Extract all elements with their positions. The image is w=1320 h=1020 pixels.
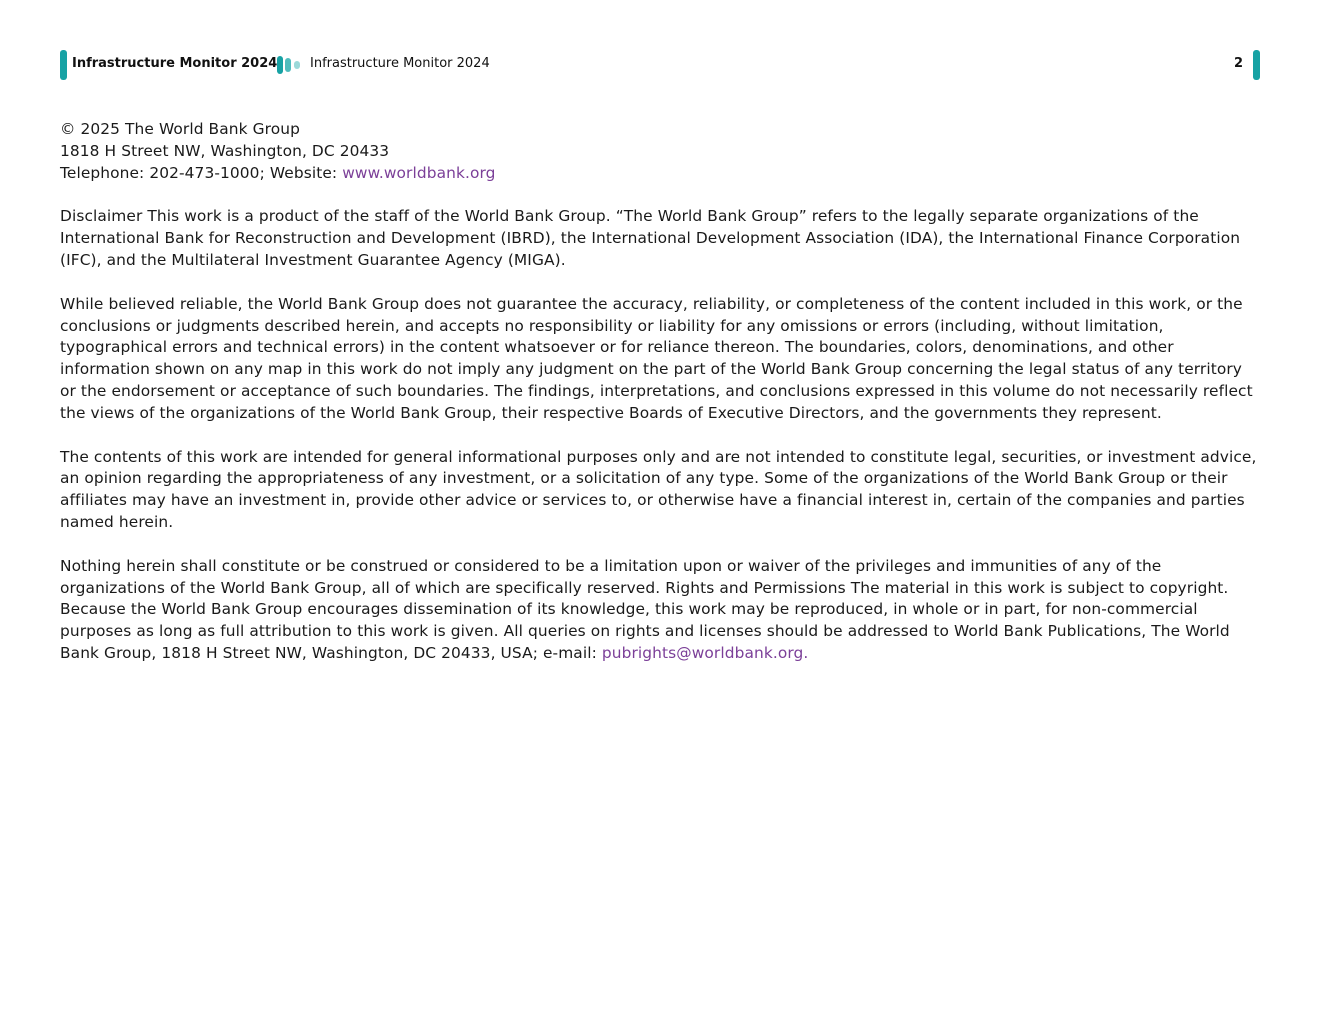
report-title-bold: Infrastructure Monitor 2024 — [72, 56, 278, 71]
rights-paragraph — [60, 556, 1260, 665]
document-body — [60, 119, 1260, 687]
page-header — [60, 50, 1260, 80]
disclaimer-paragraph: Disclaimer This work is a product of the staff of the World Bank Group. “The World Bank Group” refers to the legally separate organizations of the International Bank for Reconstruction and Development (IBRD), the International Development Association (IDA), the International Finance Corporation (IFC), and the Multilateral Investment Guarantee Agency (MIGA). — [60, 207, 1241, 269]
header-accent-bar-left — [60, 50, 67, 80]
rights-text: Nothing herein shall constitute or be construed or considered to be a limitation upon or waiver of the privileges and immunities of any of the organizations of the World Bank Group, all of which are specifically reserved. Rights and Permissions The material in this work is subject to copyright. Because the World Bank Group encourages dissemination of its knowledge, this work may be reproduced, in whole or in part, for non-commercial purposes as long as full attribution to this work is given. All queries on rights and licenses should be addressed to World Bank Publications, The World Bank Group, 1818 H Street NW, Washington, DC 20433, USA; e-mail: — [60, 556, 1230, 662]
contents-paragraph: The contents of this work are intended for general informational purposes only and are not intended to constitute legal, securities, or investment advice, an opinion regarding the appropriateness of any investment, or a solicitation of any type. Some of the organizations of the World Bank Group or their affiliates may have an investment in, provide other advice or services to, or otherwise have a financial interest in, certain of the companies and parties named herein. — [60, 447, 1257, 531]
page-number: 2 — [1233, 56, 1243, 71]
copyright-block — [60, 119, 1260, 184]
contact-line — [60, 163, 1260, 185]
telephone-text: Telephone: 202-473-1000; Website: — [60, 163, 343, 182]
bar-cluster-icon — [277, 56, 303, 74]
reliability-paragraph: While believed reliable, the World Bank Group does not guarantee the accuracy, reliability, or completeness of the content included in this work, or the conclusions or judgments described herein, and accepts no responsibility or liability for any omissions or errors (including, without limitation, typographical errors and technical errors) in the content whatsoever or for reliance thereon. The boundaries, colors, denominations, and other information shown on any map in this work do not imply any judgment on the part of the World Bank Group concerning the legal status of any territory or the endorsement or acceptance of such boundaries. The findings, interpretations, and conclusions expressed in this volume do not necessarily reflect the views of the organizations of the World Bank Group, their respective Boards of Executive Directors, and the governments they represent. — [60, 294, 1253, 422]
address-line: 1818 H Street NW, Washington, DC 20433 — [60, 141, 390, 160]
header-accent-bar-right — [1253, 50, 1260, 80]
report-title: Infrastructure Monitor 2024 — [310, 56, 490, 71]
website-link[interactable]: www.worldbank.org — [342, 163, 496, 182]
copyright-line: © 2025 The World Bank Group — [60, 120, 300, 138]
email-link[interactable]: pubrights@worldbank.org. — [601, 643, 809, 662]
